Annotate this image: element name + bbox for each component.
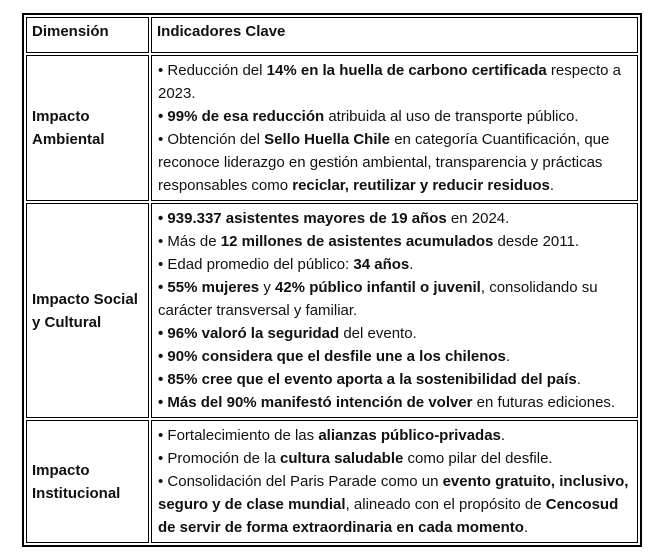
indicator-bullet: • 939.337 asistentes mayores de 19 años en 2024. (158, 210, 510, 227)
indicator-bullet: • Promoción de la cultura saludable como pilar del desfile. (158, 450, 553, 467)
indicator-bullet: • 85% cree que el evento aporta a la sostenibilidad del país. (158, 371, 581, 388)
indicator-bullet: • Consolidación del Paris Parade como un evento gratuito, inclusivo, seguro y de clase mundial, alineado con el propósito de Cencosud de servir de forma extraordinaria en cada momento. (158, 473, 629, 536)
table-row-institucional (26, 420, 638, 543)
header-dimension: Dimensión (26, 17, 149, 53)
dimension-cell-institucional: Impacto Institucional (26, 420, 149, 543)
indicator-bullet: • Obtención del Sello Huella Chile en categoría Cuantificación, que reconoce liderazgo en gestión ambiental, transparencia y prácticas responsables como reciclar, reutilizar y reducir residuos. (158, 131, 610, 194)
impact-table (22, 13, 642, 547)
indicators-cell-institucional (151, 420, 638, 543)
dimension-cell-social-cultural: Impacto Social y Cultural (26, 203, 149, 418)
table-row-social-cultural (26, 203, 638, 418)
indicator-bullet: • Reducción del 14% en la huella de carbono certificada respecto a 2023. (158, 62, 621, 102)
indicators-cell-social-cultural (151, 203, 638, 418)
indicator-bullet: • 55% mujeres y 42% público infantil o juvenil, consolidando su carácter transversal y familiar. (158, 279, 598, 319)
indicator-bullet: • 99% de esa reducción atribuida al uso de transporte público. (158, 108, 579, 125)
indicator-bullet: • 96% valoró la seguridad del evento. (158, 325, 417, 342)
table-header-row (26, 17, 638, 53)
header-indicators: Indicadores Clave (151, 17, 638, 53)
indicator-bullet: • 90% considera que el desfile une a los chilenos. (158, 348, 511, 365)
indicators-cell-ambiental (151, 55, 638, 201)
indicator-bullet: • Más de 12 millones de asistentes acumulados desde 2011. (158, 233, 580, 250)
indicator-bullet: • Más del 90% manifestó intención de volver en futuras ediciones. (158, 394, 616, 411)
dimension-cell-ambiental: Impacto Ambiental (26, 55, 149, 201)
table-row-ambiental (26, 55, 638, 201)
indicator-bullet: • Fortalecimiento de las alianzas público-privadas. (158, 427, 506, 444)
indicator-bullet: • Edad promedio del público: 34 años. (158, 256, 414, 273)
